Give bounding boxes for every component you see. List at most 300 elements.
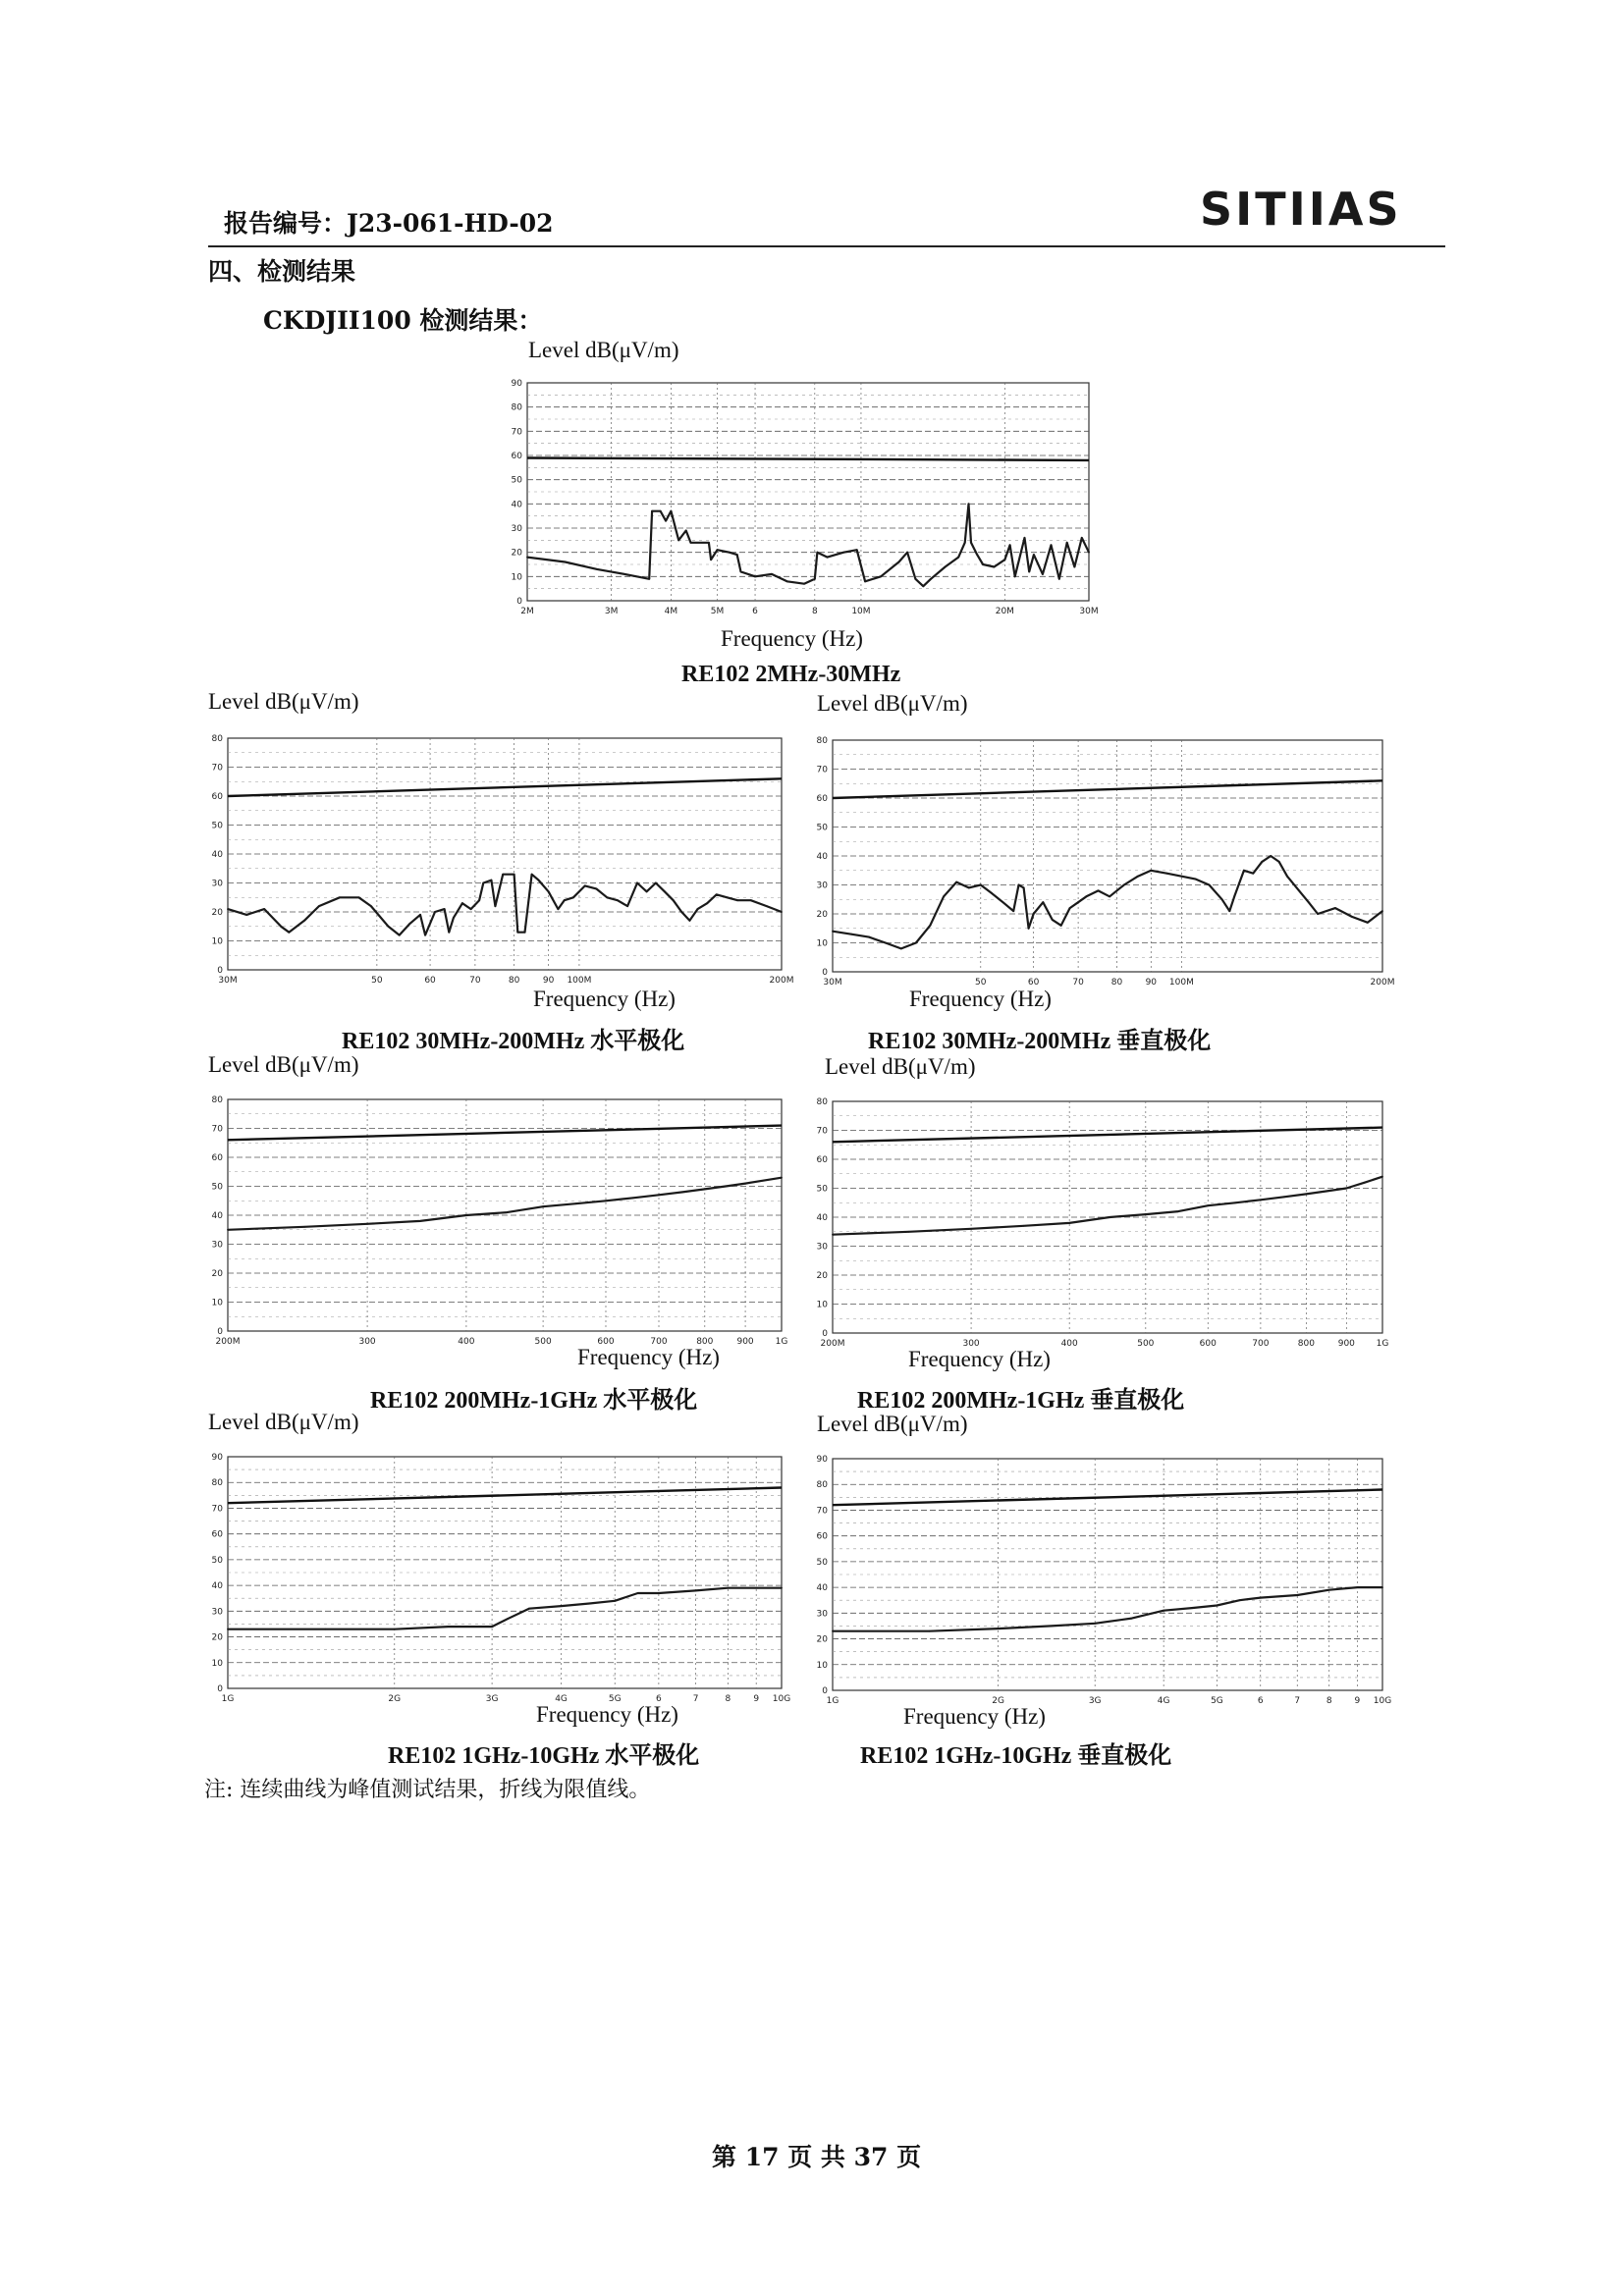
- x-tick-label: 9: [753, 1694, 760, 1704]
- x-tick-label: 10M: [851, 607, 871, 616]
- x-tick-label: 5G: [1211, 1696, 1223, 1706]
- chart-1: [496, 371, 1105, 626]
- data-point: [1326, 1191, 1328, 1193]
- data-point: [885, 942, 887, 944]
- data-point: [754, 575, 756, 577]
- data-point: [575, 1202, 577, 1204]
- data-point: [1024, 537, 1026, 539]
- chart-5-ylabel: Level dB(μV/m): [825, 1054, 976, 1079]
- data-point: [706, 902, 708, 904]
- data-point: [1296, 1594, 1298, 1596]
- data-point: [1042, 573, 1044, 575]
- data-point: [1069, 907, 1071, 909]
- chart-3-caption: RE102 30MHz-200MHz 垂直极化: [868, 1029, 1212, 1054]
- x-tick-label: 3M: [604, 607, 619, 616]
- y-tick-label: 50: [816, 1557, 828, 1568]
- data-point: [1131, 1618, 1133, 1620]
- data-point: [766, 905, 768, 907]
- data-point: [1074, 566, 1076, 568]
- y-tick-label: 90: [511, 379, 522, 389]
- x-tick-label: 200M: [215, 1337, 241, 1347]
- data-point: [399, 934, 401, 936]
- data-point: [502, 874, 504, 876]
- x-tick-label: 60: [424, 976, 436, 986]
- y-tick-label: 40: [816, 1583, 828, 1594]
- data-point: [288, 932, 290, 934]
- data-point: [677, 539, 679, 541]
- y-tick-label: 20: [211, 1632, 223, 1643]
- data-point: [832, 931, 834, 933]
- x-tick-label: 2M: [520, 607, 534, 616]
- data-point: [1306, 1194, 1308, 1196]
- data-point: [394, 1629, 396, 1630]
- data-point: [531, 874, 533, 876]
- data-point: [915, 578, 917, 580]
- data-point: [664, 890, 666, 892]
- x-tick-label: 900: [736, 1337, 754, 1347]
- x-tick-label: 1G: [221, 1694, 235, 1704]
- data-point: [339, 896, 341, 898]
- data-point: [856, 549, 858, 551]
- data-point: [1367, 922, 1369, 924]
- y-tick-label: 70: [816, 1506, 828, 1517]
- data-point: [1334, 907, 1336, 909]
- data-point: [736, 554, 738, 556]
- data-point: [1033, 913, 1035, 915]
- data-point: [850, 934, 852, 935]
- data-point: [673, 899, 675, 901]
- x-tick-label: 600: [597, 1337, 615, 1347]
- data-point: [945, 566, 947, 568]
- data-point: [1042, 901, 1044, 903]
- data-point: [1002, 901, 1004, 903]
- y-tick-label: 20: [511, 548, 522, 559]
- y-tick-label: 50: [816, 1184, 828, 1195]
- data-point: [636, 882, 638, 884]
- data-point: [763, 1180, 765, 1182]
- chart-7-caption: RE102 1GHz-10GHz 垂直极化: [860, 1743, 1172, 1769]
- y-tick-label: 20: [816, 1271, 828, 1281]
- x-tick-label: 20M: [995, 607, 1014, 616]
- y-tick-label: 70: [211, 763, 223, 774]
- data-point: [626, 905, 628, 907]
- y-tick-label: 20: [211, 908, 223, 918]
- x-tick-label: 50: [371, 976, 383, 986]
- y-tick-label: 80: [816, 736, 828, 746]
- data-point: [1066, 542, 1068, 544]
- chart-7: [803, 1445, 1402, 1712]
- y-tick-label: 0: [217, 966, 223, 976]
- data-point: [444, 908, 446, 910]
- data-point: [922, 585, 924, 587]
- data-point: [614, 1600, 616, 1602]
- data-point: [964, 542, 966, 544]
- data-point: [1137, 876, 1139, 878]
- chart-7-xlabel: Frequency (Hz): [903, 1704, 1046, 1729]
- chart-1-xlabel: Frequency (Hz): [721, 626, 863, 651]
- x-tick-label: 30M: [1079, 607, 1099, 616]
- data-point: [680, 911, 682, 913]
- data-point: [1028, 928, 1030, 930]
- x-tick-label: 10G: [772, 1694, 791, 1704]
- data-point: [750, 899, 752, 901]
- data-point: [1228, 910, 1230, 912]
- chart-5: [803, 1088, 1402, 1355]
- chart-3-xlabel: Frequency (Hz): [909, 987, 1052, 1011]
- chart-2-ylabel: Level dB(μV/m): [208, 689, 359, 714]
- header-rule: [208, 245, 1445, 247]
- y-tick-label: 30: [211, 1607, 223, 1618]
- y-tick-label: 20: [816, 1634, 828, 1645]
- y-tick-label: 40: [211, 850, 223, 860]
- data-point: [526, 557, 528, 559]
- y-tick-label: 60: [211, 1153, 223, 1163]
- data-point: [470, 908, 472, 910]
- y-tick-label: 70: [816, 765, 828, 775]
- data-point: [1023, 1225, 1025, 1227]
- data-point: [1283, 1196, 1285, 1198]
- x-tick-label: 500: [534, 1337, 552, 1347]
- y-tick-label: 10: [816, 1300, 828, 1310]
- data-point: [1233, 895, 1235, 897]
- data-point: [898, 561, 900, 563]
- data-point: [880, 575, 882, 577]
- x-tick-label: 8: [725, 1694, 731, 1704]
- data-point: [1345, 1188, 1347, 1190]
- chart-5-caption: RE102 200MHz-1GHz 垂直极化: [857, 1388, 1185, 1414]
- y-tick-label: 10: [211, 1298, 223, 1308]
- data-point: [491, 1626, 493, 1628]
- y-tick-label: 60: [511, 452, 522, 461]
- data-point: [1317, 913, 1319, 915]
- y-tick-label: 0: [822, 1329, 828, 1339]
- data-point: [781, 1587, 783, 1589]
- data-point: [1351, 916, 1353, 918]
- y-tick-label: 60: [211, 792, 223, 802]
- data-point: [617, 899, 619, 901]
- x-tick-label: 300: [962, 1339, 980, 1349]
- data-point: [968, 503, 970, 505]
- data-point: [1243, 870, 1245, 872]
- chart-6-xlabel: Frequency (Hz): [536, 1702, 678, 1727]
- x-tick-label: 8: [811, 607, 818, 616]
- data-point: [1163, 1610, 1164, 1612]
- data-point: [660, 510, 662, 512]
- y-tick-label: 90: [211, 1453, 223, 1463]
- data-point: [943, 895, 945, 897]
- data-point: [564, 899, 566, 901]
- data-point: [970, 1228, 972, 1230]
- data-point: [1052, 919, 1054, 921]
- data-point: [716, 893, 718, 895]
- chart-6-caption: RE102 1GHz-10GHz 水平极化: [388, 1743, 700, 1769]
- data-point: [651, 510, 653, 512]
- y-tick-label: 30: [816, 881, 828, 891]
- data-point: [648, 578, 650, 580]
- y-tick-label: 10: [211, 1658, 223, 1669]
- data-point: [1381, 1586, 1383, 1588]
- data-point: [1068, 1222, 1070, 1224]
- y-tick-label: 80: [211, 734, 223, 744]
- data-point: [725, 1186, 727, 1188]
- data-point: [681, 1192, 683, 1194]
- data-point: [994, 566, 996, 568]
- x-tick-label: 800: [1297, 1339, 1315, 1349]
- data-point: [1270, 855, 1272, 857]
- data-point: [1086, 895, 1088, 897]
- y-tick-label: 10: [211, 936, 223, 947]
- x-tick-label: 700: [1252, 1339, 1270, 1349]
- x-tick-label: 4G: [555, 1694, 568, 1704]
- data-point: [623, 573, 625, 575]
- chart-6: [198, 1443, 802, 1710]
- data-point: [542, 1205, 544, 1207]
- data-point: [1278, 861, 1280, 863]
- data-point: [1077, 901, 1079, 903]
- y-tick-label: 80: [211, 1478, 223, 1489]
- x-tick-label: 300: [358, 1337, 376, 1347]
- data-point: [781, 1177, 783, 1179]
- y-tick-label: 80: [211, 1095, 223, 1105]
- data-point: [690, 542, 692, 544]
- data-point: [358, 896, 360, 898]
- data-point: [561, 1605, 563, 1607]
- x-tick-label: 7: [1294, 1696, 1301, 1706]
- x-tick-label: 5G: [608, 1694, 622, 1704]
- data-point: [495, 905, 497, 907]
- data-point: [727, 896, 729, 898]
- x-tick-label: 1G: [1376, 1339, 1389, 1349]
- data-point: [930, 578, 932, 580]
- data-point: [263, 908, 265, 910]
- data-point: [516, 932, 518, 934]
- data-point: [729, 552, 731, 554]
- chart-6-ylabel: Level dB(μV/m): [208, 1410, 359, 1434]
- x-tick-label: 100M: [1168, 978, 1194, 988]
- x-tick-label: 6: [1257, 1696, 1264, 1706]
- x-tick-label: 8: [1326, 1696, 1332, 1706]
- data-point: [1298, 890, 1300, 892]
- x-tick-label: 30M: [823, 978, 842, 988]
- data-point: [461, 902, 463, 904]
- data-point: [1165, 873, 1167, 875]
- data-point: [970, 542, 972, 544]
- x-tick-label: 50: [975, 978, 987, 988]
- data-point: [1109, 1216, 1110, 1218]
- x-tick-label: 600: [1199, 1339, 1217, 1349]
- data-point: [697, 908, 699, 910]
- x-tick-label: 5M: [710, 607, 725, 616]
- data-point: [1033, 554, 1035, 556]
- data-point: [906, 552, 908, 554]
- data-point: [685, 530, 687, 532]
- data-point: [976, 554, 978, 556]
- data-point: [1328, 1589, 1330, 1591]
- y-tick-label: 30: [816, 1242, 828, 1253]
- data-point: [771, 573, 773, 575]
- data-point: [478, 899, 480, 901]
- data-point: [280, 926, 282, 928]
- y-tick-label: 80: [816, 1097, 828, 1107]
- page-footer: 第 17 页 共 37 页: [712, 2143, 922, 2171]
- x-tick-label: 60: [1027, 978, 1040, 988]
- data-point: [606, 896, 608, 898]
- data-point: [1364, 1182, 1366, 1184]
- data-point: [1191, 1607, 1193, 1609]
- y-tick-label: 60: [816, 794, 828, 804]
- data-point: [632, 1197, 634, 1199]
- data-point: [1028, 571, 1030, 573]
- y-tick-label: 60: [816, 1531, 828, 1542]
- data-point: [1177, 1210, 1179, 1212]
- data-point: [968, 887, 970, 889]
- data-point: [589, 1603, 591, 1605]
- data-point: [388, 926, 390, 928]
- x-tick-label: 2G: [992, 1696, 1004, 1706]
- data-point: [538, 880, 540, 881]
- data-point: [992, 892, 994, 894]
- data-point: [827, 557, 829, 559]
- x-tick-label: 4G: [1157, 1696, 1170, 1706]
- y-tick-label: 90: [816, 1455, 828, 1465]
- y-tick-label: 70: [816, 1126, 828, 1137]
- data-point: [929, 1630, 931, 1632]
- x-tick-label: 30M: [218, 976, 238, 986]
- data-point: [245, 914, 247, 916]
- data-point: [595, 888, 597, 890]
- data-point: [227, 1229, 229, 1231]
- data-point: [1209, 884, 1211, 886]
- chart-3-ylabel: Level dB(μV/m): [817, 691, 968, 716]
- data-point: [671, 510, 673, 512]
- data-point: [1081, 537, 1083, 539]
- data-point: [324, 1629, 326, 1630]
- x-tick-label: 1G: [775, 1337, 788, 1347]
- data-point: [864, 580, 866, 582]
- data-point: [1181, 876, 1183, 878]
- data-point: [1260, 1597, 1262, 1599]
- data-point: [366, 1223, 368, 1225]
- y-tick-label: 10: [816, 1660, 828, 1671]
- data-point: [1123, 884, 1125, 886]
- data-point: [1004, 559, 1006, 561]
- x-tick-label: 90: [542, 976, 555, 986]
- data-point: [1207, 1204, 1209, 1206]
- data-point: [842, 552, 844, 554]
- y-tick-label: 70: [211, 1504, 223, 1515]
- data-point: [1217, 1605, 1218, 1607]
- data-point: [424, 934, 426, 936]
- data-point: [507, 1618, 509, 1620]
- data-point: [419, 914, 421, 916]
- data-point: [1308, 901, 1310, 903]
- data-point: [1094, 1623, 1096, 1625]
- y-tick-label: 0: [217, 1684, 223, 1694]
- data-point: [1260, 1199, 1262, 1201]
- y-tick-label: 40: [511, 500, 522, 510]
- x-tick-label: 70: [469, 976, 481, 986]
- data-point: [1098, 890, 1100, 892]
- data-point: [1014, 575, 1016, 577]
- data-point: [419, 1220, 421, 1222]
- data-point: [370, 905, 372, 907]
- y-tick-label: 50: [816, 823, 828, 833]
- data-point: [658, 1194, 660, 1196]
- data-point: [1252, 873, 1254, 875]
- data-point: [448, 1626, 450, 1628]
- data-point: [1286, 876, 1288, 878]
- x-tick-label: 700: [650, 1337, 668, 1347]
- data-point: [524, 932, 526, 934]
- chart-4-caption: RE102 200MHz-1GHz 水平极化: [370, 1388, 698, 1414]
- chart-2-xlabel: Frequency (Hz): [533, 987, 676, 1011]
- data-point: [1009, 544, 1011, 546]
- chart-2: [198, 724, 802, 991]
- x-tick-label: 400: [1060, 1339, 1078, 1349]
- data-point: [817, 552, 819, 554]
- y-tick-label: 60: [211, 1529, 223, 1540]
- x-tick-label: 1G: [826, 1696, 839, 1706]
- x-tick-label: 3G: [1088, 1696, 1102, 1706]
- data-point: [596, 568, 598, 570]
- data-point: [832, 1630, 834, 1632]
- x-tick-label: 100M: [567, 976, 592, 986]
- report-number: 报告编号：J23-061-HD-02: [224, 209, 554, 238]
- data-point: [803, 583, 805, 585]
- data-point: [868, 936, 870, 938]
- data-point: [744, 1183, 746, 1185]
- data-point: [565, 561, 567, 563]
- x-tick-label: 800: [696, 1337, 714, 1347]
- data-point: [781, 911, 783, 913]
- y-tick-label: 40: [816, 1213, 828, 1223]
- y-tick-label: 80: [511, 402, 522, 413]
- data-point: [465, 1214, 467, 1216]
- chart-3: [803, 726, 1402, 993]
- sub-title: CKDJII100 检测结果：: [263, 306, 543, 335]
- data-point: [584, 885, 586, 887]
- data-point: [303, 1226, 305, 1228]
- footnote: 注: 连续曲线为峰值测试结果，折线为限值线。: [204, 1778, 651, 1802]
- data-point: [318, 905, 320, 907]
- data-point: [303, 920, 305, 922]
- data-point: [915, 942, 917, 944]
- y-tick-label: 50: [511, 475, 522, 486]
- data-point: [900, 948, 902, 950]
- data-point: [1145, 1213, 1147, 1215]
- x-tick-label: 400: [458, 1337, 475, 1347]
- y-tick-label: 50: [211, 1555, 223, 1566]
- data-point: [658, 1592, 660, 1594]
- chart-7-ylabel: Level dB(μV/m): [817, 1412, 968, 1436]
- data-point: [637, 1592, 639, 1594]
- data-point: [1239, 1599, 1241, 1601]
- x-tick-label: 3G: [485, 1694, 499, 1704]
- y-tick-label: 0: [217, 1327, 223, 1337]
- data-point: [655, 882, 657, 884]
- data-point: [528, 1608, 530, 1610]
- x-tick-label: 4M: [664, 607, 678, 616]
- x-tick-label: 9: [1354, 1696, 1361, 1706]
- data-point: [929, 925, 931, 927]
- y-tick-label: 0: [822, 968, 828, 978]
- x-tick-label: 6: [752, 607, 758, 616]
- data-point: [572, 896, 574, 898]
- x-tick-label: 90: [1145, 978, 1158, 988]
- x-tick-label: 500: [1137, 1339, 1155, 1349]
- x-tick-label: 6: [656, 1694, 662, 1704]
- data-point: [708, 542, 710, 544]
